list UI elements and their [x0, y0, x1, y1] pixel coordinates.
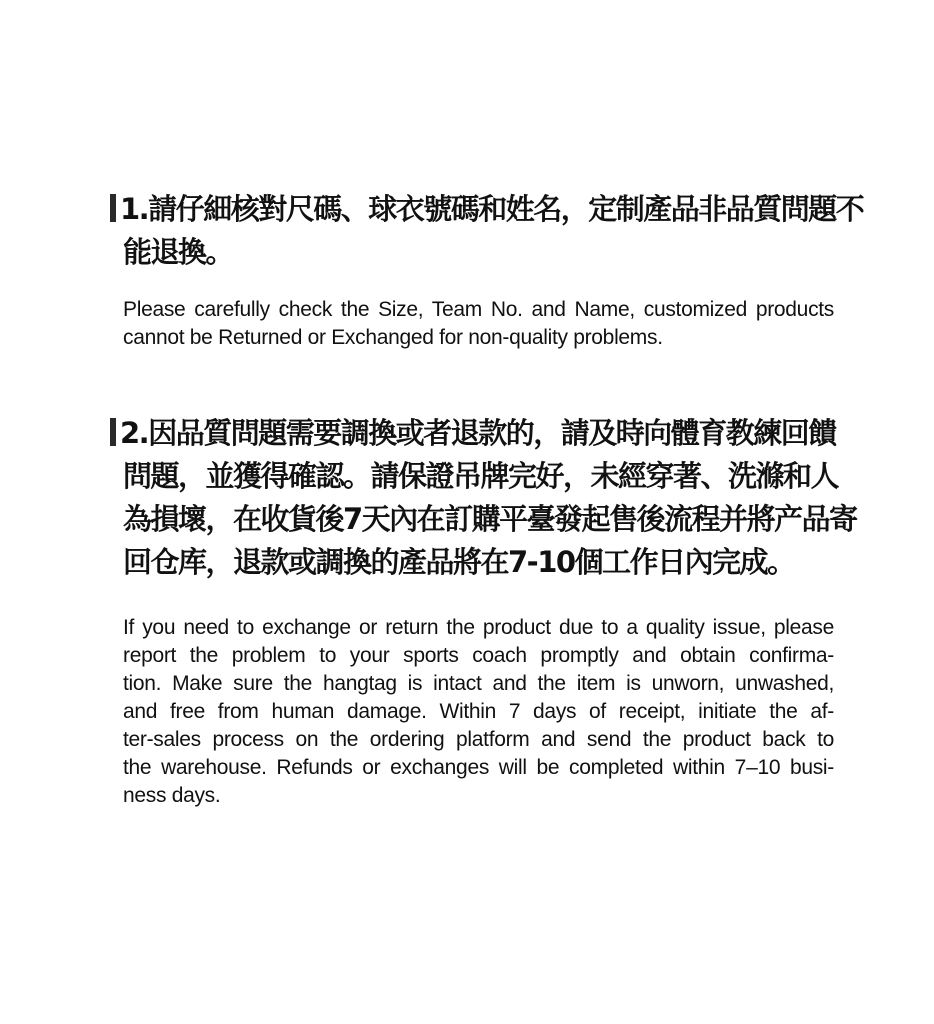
section-2-en-line-6: the warehouse. Refunds or exchanges will be completed within 7–10 busi-	[123, 756, 834, 779]
section-2-heading-text-1: 2.因品質問題需要調換或者退款的，請及時向體育教練回饋	[120, 416, 836, 450]
accent-bar-icon	[110, 418, 116, 446]
section-1-en-line-2: cannot be Returned or Exchanged for non-quality problems.	[123, 326, 663, 349]
section-2-en-line-3: tion. Make sure the hangtag is intact and the item is unworn, unwashed,	[123, 672, 834, 695]
section-2-heading-zh	[120, 412, 857, 584]
section-2-heading-line-4: 回仓库，退款或調換的產品將在7-10個工作日內完成。	[123, 545, 795, 579]
section-2-en-line-1: If you need to exchange or return the product due to a quality issue, please	[123, 616, 834, 639]
section-1-body-en	[123, 296, 834, 352]
section-1-heading-line-1	[110, 188, 864, 231]
accent-bar-icon	[110, 194, 116, 222]
section-2-en-line-5: ter-sales process on the ordering platform and send the product back to	[123, 728, 834, 751]
section-2-en-line-7: ness days.	[123, 784, 221, 807]
section-2-heading-line-3: 為損壞，在收貨後7天內在訂購平臺發起售後流程并將产品寄	[123, 502, 857, 536]
section-1-heading-line-2: 能退換。	[123, 235, 234, 269]
section-1-heading-zh	[120, 188, 864, 274]
section-2-heading-line-2: 問題，並獲得確認。請保證吊牌完好，未經穿著、洗滌和人	[123, 459, 839, 493]
section-1-en-line-1: Please carefully check the Size, Team No. and Name, customized products	[123, 298, 834, 321]
section-2-body-en	[123, 614, 834, 810]
section-1-heading-text-1: 1.請仔細核對尺碼、球衣號碼和姓名，定制產品非品質問題不	[120, 192, 864, 226]
section-2-en-line-4: and free from human damage. Within 7 days of receipt, initiate the af-	[123, 700, 834, 723]
section-2-heading-line-1	[110, 412, 834, 455]
section-2-en-line-2: report the problem to your sports coach promptly and obtain confirma-	[123, 644, 834, 667]
